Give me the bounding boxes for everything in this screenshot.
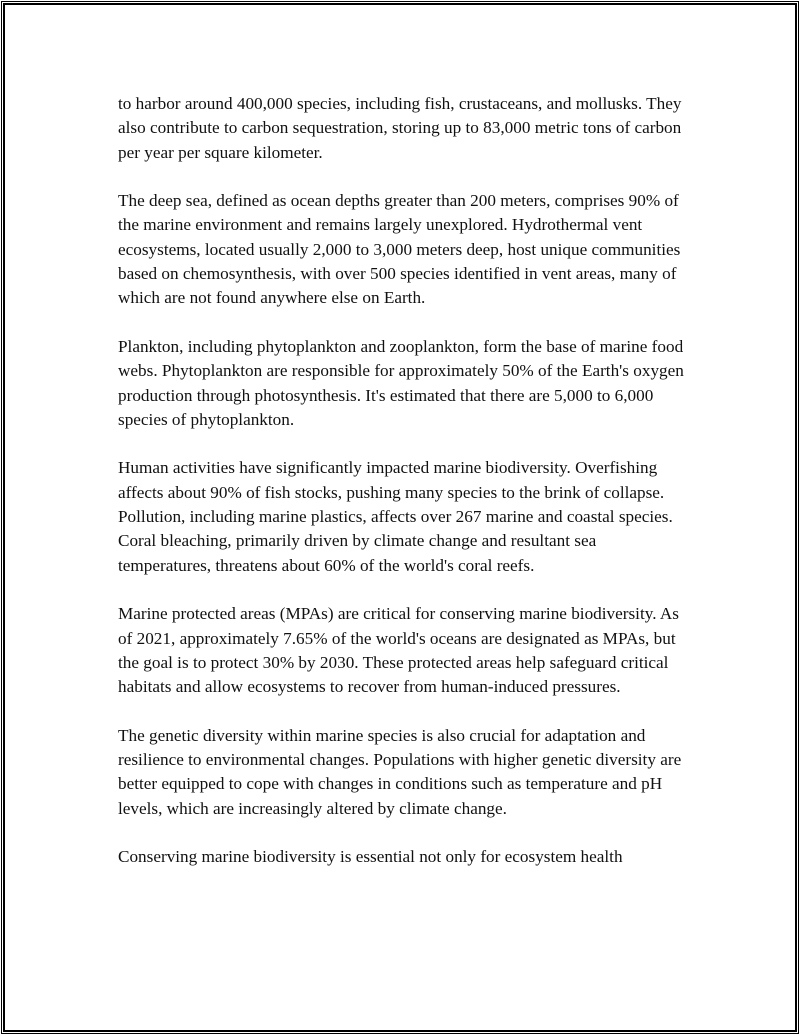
paragraph-genetic-diversity: The genetic diversity within marine species is also crucial for adaptation and resilience to environmental changes. Populations with higher genetic diversity are better equipped to cope with changes in conditions such as temperature and pH levels, which are increasingly altered by climate change. bbox=[118, 725, 682, 818]
paragraph-plankton: Plankton, including phytoplankton and zooplankton, form the base of marine food webs. Phytoplankton are responsible for approximately 50% of the Earth's oxygen production through photosynthesis. It's estimated that there are 5,000 to 6,000 species of phytoplankton. bbox=[118, 336, 684, 429]
paragraph-protected-areas: Marine protected areas (MPAs) are critical for conserving marine biodiversity. As of 2021, approximately 7.65% of the world's oceans are designated as MPAs, but the goal is to protect 30% by 2030. These protected areas help safeguard critical habitats and allow ecosystems to recover from human-induced pressures. bbox=[118, 604, 679, 697]
paragraph-deep-sea: The deep sea, defined as ocean depths greater than 200 meters, comprises 90% of the marine environment and remains largely unexplored. Hydrothermal vent ecosystems, located usually 2,000 to 3,000 meters deep, host unique communities based on chemosynthesis, with over 500 species identified in vent areas, many of which are not found anywhere else on Earth. bbox=[118, 191, 681, 308]
document-body bbox=[118, 92, 690, 894]
paragraph-reef-species: to harbor around 400,000 species, including fish, crustaceans, and mollusks. They also contribute to carbon sequestration, storing up to 83,000 metric tons of carbon per year per square kilometer. bbox=[118, 94, 682, 162]
paragraph-conservation: Conserving marine biodiversity is essential not only for ecosystem health bbox=[118, 847, 623, 867]
paragraph-human-impact: Human activities have significantly impacted marine biodiversity. Overfishing affects about 90% of fish stocks, pushing many species to the brink of collapse. Pollution, including marine plastics, affects over 267 marine and coastal species. Coral bleaching, primarily driven by climate change and resultant sea temperatures, threatens about 60% of the world's coral reefs. bbox=[118, 458, 673, 575]
